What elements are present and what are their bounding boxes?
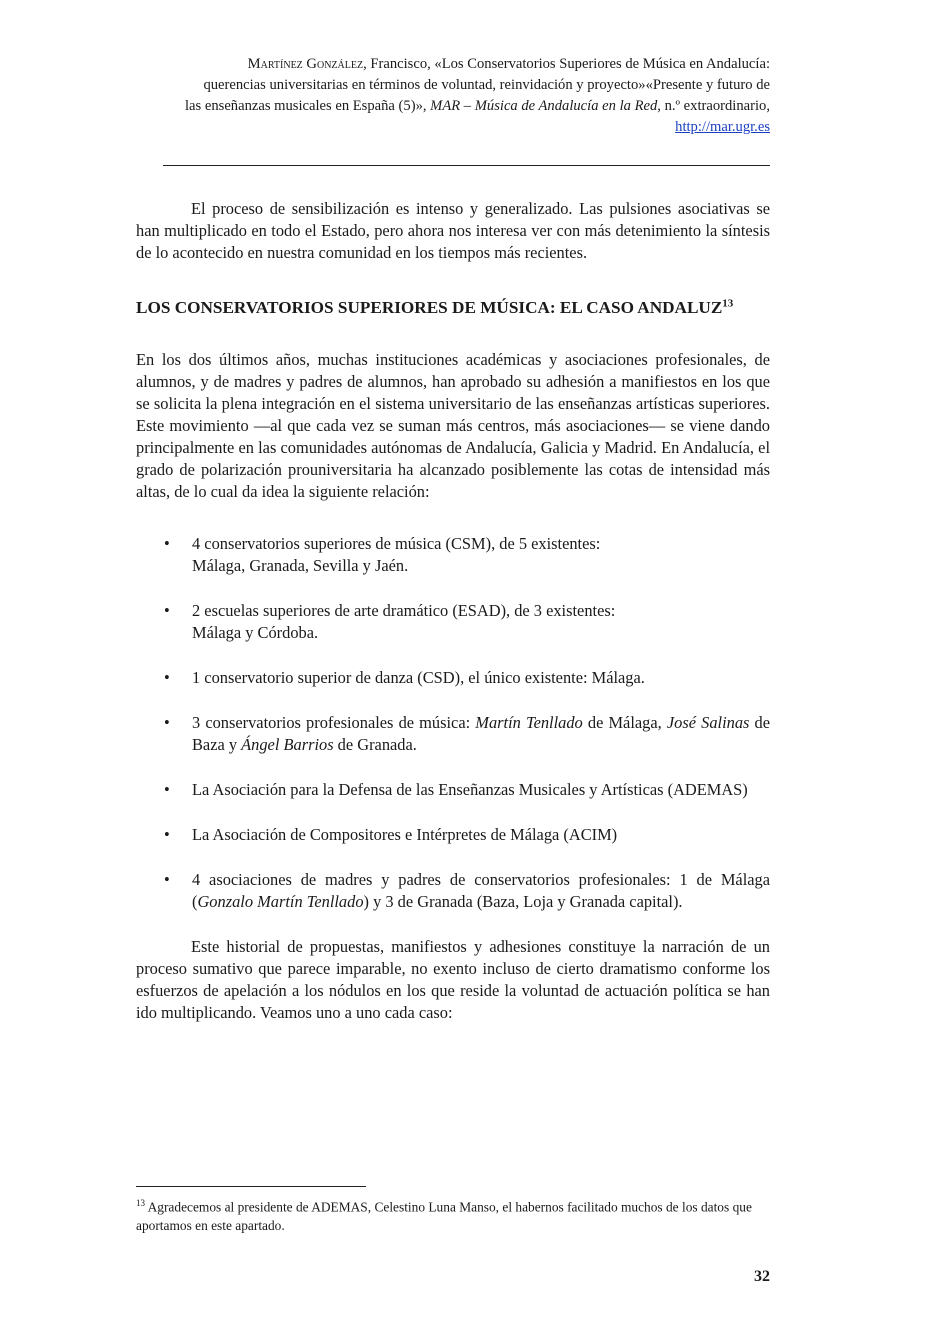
footnote-text: Agradecemos al presidente de ADEMAS, Celestino Luna Manso, el habernos facilitado muchos de los datos que aportamos en este apartado. bbox=[136, 1199, 752, 1234]
list-item-text: 1 conservatorio superior de danza (CSD), el único existente: Málaga. bbox=[192, 668, 645, 687]
footnote-rule bbox=[136, 1186, 366, 1187]
list-item-text: 4 conservatorios superiores de música (CSM), de 5 existentes: bbox=[192, 534, 601, 553]
header-url-link[interactable]: http://mar.ugr.es bbox=[675, 119, 770, 135]
list-item bbox=[136, 869, 770, 913]
list-item bbox=[136, 600, 770, 644]
bullet-icon: • bbox=[164, 534, 170, 553]
list-item-text: de Málaga, bbox=[582, 713, 667, 732]
header-line-4 bbox=[140, 117, 770, 138]
bullet-list bbox=[136, 533, 770, 913]
header-issue: , n.º extraordinario, bbox=[657, 98, 770, 114]
paragraph-2: En los dos últimos años, muchas instituciones académicas y asociaciones profesionales, de alumnos, y de madres y padres de alumnos, han aprobado su adhesión a manifiestos en los que se solicita la plena integración en el sistema universitario de las enseñanzas artísticas superiores. Este movimiento —al que cada vez se suman más centros, más asociaciones— se viene dando principalmente en las comunidades autónomas de Andalucía, Galicia y Madrid. En Andalucía, el grado de polarización prouniversitaria ha alcanzado posiblemente las cotas de intensidad más altas, de lo cual da idea la siguiente relación: bbox=[136, 350, 770, 501]
footnote-ref[interactable]: 13 bbox=[722, 297, 734, 310]
list-item-text: 3 conservatorios profesionales de música: bbox=[192, 713, 476, 732]
bullet-icon: • bbox=[164, 870, 170, 889]
header-title-part1: , Francisco, «Los Conservatorios Superiores de Música en Andalucía: bbox=[363, 56, 770, 72]
list-item bbox=[136, 533, 770, 577]
list-item-text: 2 escuelas superiores de arte dramático (ESAD), de 3 existentes: bbox=[192, 601, 616, 620]
list-item-text: Málaga, Granada, Sevilla y Jaén. bbox=[192, 556, 409, 575]
header-line-1 bbox=[140, 54, 770, 75]
list-item bbox=[136, 824, 770, 846]
running-header bbox=[140, 54, 770, 138]
bullet-icon: • bbox=[164, 825, 170, 844]
list-item-italic: Ángel Barrios bbox=[241, 735, 334, 754]
intro-paragraph: El proceso de sensibilización es intenso y generalizado. Las pulsiones asociativas se han multiplicado en todo el Estado, pero ahora nos interesa ver con más detenimiento la síntesis de lo acontecido en nuestra comunidad en los tiempos más recientes. bbox=[136, 199, 770, 262]
footnote-number: 13 bbox=[136, 1198, 145, 1208]
list-item bbox=[136, 667, 770, 689]
bullet-icon: • bbox=[164, 668, 170, 687]
list-item-text: La Asociación de Compositores e Intérpretes de Málaga (ACIM) bbox=[192, 825, 618, 844]
bullet-icon: • bbox=[164, 601, 170, 620]
list-item bbox=[136, 712, 770, 756]
page-content bbox=[136, 198, 770, 1024]
bullet-icon: • bbox=[164, 713, 170, 732]
list-item-text: de Granada. bbox=[333, 735, 417, 754]
list-item-italic: Gonzalo Martín Tenllado bbox=[197, 892, 364, 911]
list-item bbox=[136, 779, 770, 801]
paragraph-3: Este historial de propuestas, manifiestos y adhesiones constituye la narración de un proceso sumativo que parece imparable, no exento incluso de cierto dramatismo conforme los esfuerzos de apelación a los nódulos en los que reside la voluntad de actuación política se han ido multiplicando. Veamos uno a uno cada caso: bbox=[136, 937, 770, 1022]
list-item-text: 4 asociaciones de madres y padres de conservatorios profesionales: 1 de Málaga ( bbox=[192, 870, 770, 911]
list-item-text: ) y 3 de Granada (Baza, Loja y Granada capital). bbox=[363, 892, 683, 911]
section-heading bbox=[136, 296, 770, 319]
list-item-text: de Baza y bbox=[192, 713, 771, 754]
list-item-italic: José Salinas bbox=[666, 713, 750, 732]
header-rule bbox=[163, 165, 770, 166]
header-journal: MAR – Música de Andalucía en la Red bbox=[430, 98, 658, 114]
bullet-icon: • bbox=[164, 780, 170, 799]
header-title-part2: las enseñanzas musicales en España (5)», bbox=[185, 98, 431, 114]
section-title: LOS CONSERVATORIOS SUPERIORES DE MÚSICA: EL CASO ANDALUZ bbox=[136, 298, 723, 317]
page-number: 32 bbox=[754, 1268, 770, 1285]
header-line-2: querencias universitarias en términos de voluntad, reinvidación y proyecto»«Presente y futuro de bbox=[203, 77, 770, 93]
header-author: Martínez González bbox=[247, 56, 364, 72]
footnote bbox=[136, 1194, 770, 1235]
list-item-text: La Asociación para la Defensa de las Enseñanzas Musicales y Artísticas (ADEMAS) bbox=[192, 780, 748, 799]
header-line-3 bbox=[140, 96, 770, 117]
list-item-italic: Martín Tenllado bbox=[475, 713, 583, 732]
list-item-text: Málaga y Córdoba. bbox=[192, 623, 319, 642]
